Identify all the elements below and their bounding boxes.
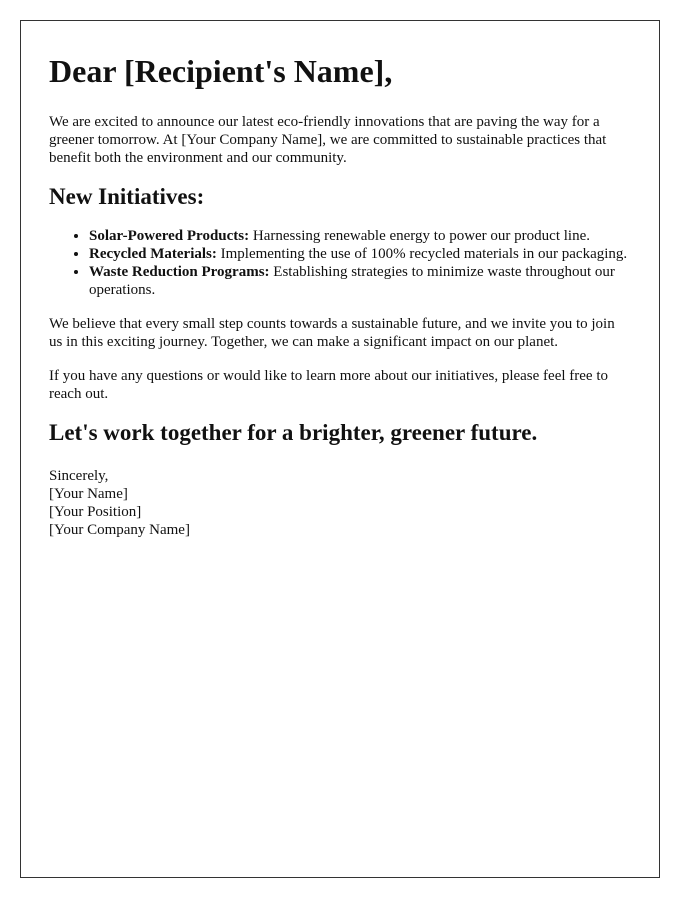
questions-paragraph: If you have any questions or would like to learn more about our initiatives, please feel free to reach out. (49, 368, 608, 402)
closing-heading: Let's work together for a brighter, greener future. (49, 420, 538, 445)
sender-name: [Your Name] (49, 486, 128, 502)
letter-page (20, 20, 660, 878)
initiative-text: Harnessing renewable energy to power our product line. (249, 228, 590, 244)
signature-block (49, 467, 631, 539)
greeting-heading: Dear [Recipient's Name], (49, 53, 393, 89)
belief-paragraph: We believe that every small step counts towards a sustainable future, and we invite you to join us in this exciting journey. Together, we can make a significant impact on our planet. (49, 316, 615, 350)
initiative-title: Solar-Powered Products: (89, 228, 250, 244)
intro-paragraph: We are excited to announce our latest eco-friendly innovations that are paving the way for a greener tomorrow. At [Your Company Name], we are committed to sustainable practices that benefit both the environment and our community. (49, 114, 607, 166)
salutation: Sincerely, (49, 468, 109, 484)
initiative-title: Recycled Materials: (89, 246, 217, 262)
initiative-title: Waste Reduction Programs: (89, 264, 270, 280)
list-item (89, 263, 631, 299)
initiatives-list (49, 227, 631, 299)
initiatives-heading: New Initiatives: (49, 184, 205, 209)
initiative-text: Establishing strategies to minimize waste throughout our operations. (89, 264, 615, 298)
sender-company: [Your Company Name] (49, 522, 190, 538)
list-item (89, 227, 631, 245)
list-item (89, 245, 631, 263)
initiative-text: Implementing the use of 100% recycled materials in our packaging. (216, 246, 628, 262)
sender-position: [Your Position] (49, 504, 142, 520)
